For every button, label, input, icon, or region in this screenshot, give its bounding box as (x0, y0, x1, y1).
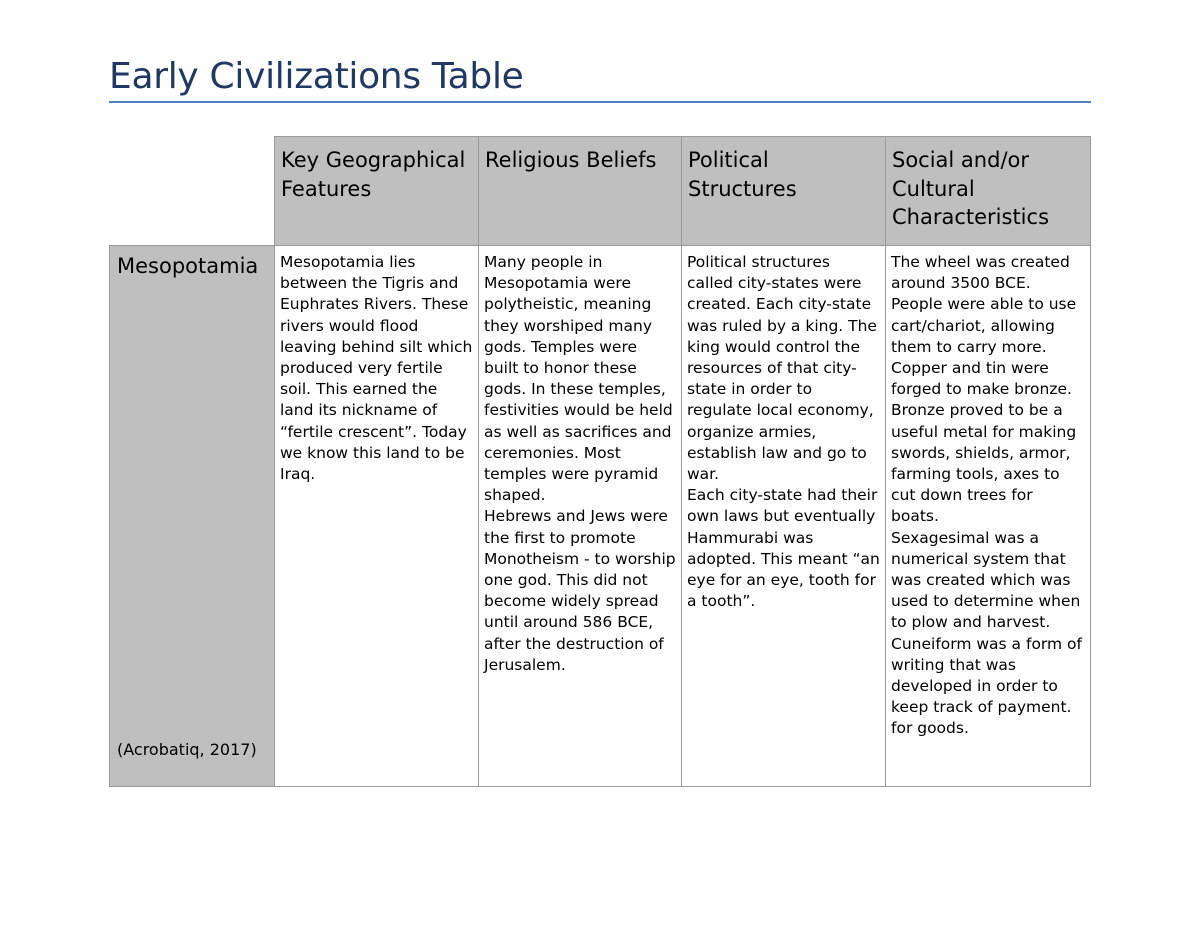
page-title: Early Civilizations Table (109, 56, 524, 97)
title-underline (109, 101, 1091, 103)
social-paragraph: Copper and tin were forged to make bronze. Bronze proved to be a useful metal for making swords, shields, armor, farming tools, axes to cut down trees for boats. (891, 359, 1077, 526)
politics-paragraph: Each city-state had their own laws but eventually Hammurabi was adopted. This meant “an eye for an eye, tooth for a tooth”. (687, 486, 880, 611)
column-header-politics: Political Structures (682, 137, 886, 246)
corner-cell (110, 137, 275, 246)
civilizations-table (109, 136, 1091, 787)
cell-religion (479, 246, 682, 787)
column-header-geography: Key Geographical Features (275, 137, 479, 246)
geography-text: Mesopotamia lies between the Tigris and Euphrates Rivers. These rivers would flood leaving behind silt which produced very fertile soil. This earned the land its nickname of “fertile crescent”. Today we know this land to be Iraq. (280, 253, 473, 484)
religion-paragraph: Many people in Mesopotamia were polytheistic, meaning they worshiped many gods. Temples were built to honor these gods. In these temples, festivities would be held as well as sacrifices and ceremonies. Most temples were pyramid shaped. (484, 253, 673, 505)
table-header-row (110, 137, 1091, 246)
social-paragraph: Sexagesimal was a numerical system that was created which was used to determine when to plow and harvest. (891, 528, 1081, 632)
politics-paragraph: Political structures called city-states were created. Each city-state was ruled by a king. The king would control the resources of that city-state in order to regulate local economy, organize armies, establish law and go to war. (687, 253, 877, 484)
religion-paragraph: Hebrews and Jews were the first to promote Monotheism - to worship one god. This did not become widely spread until around 586 BCE, after the destruction of Jerusalem. (484, 507, 676, 674)
social-paragraph: The wheel was created around 3500 BCE. People were able to use cart/chariot, allowing them to carry more. (891, 253, 1077, 356)
row-header-mesopotamia (110, 246, 275, 787)
civilization-name: Mesopotamia (117, 254, 259, 278)
column-header-social: Social and/or Cultural Characteristics (886, 137, 1091, 246)
column-header-religion: Religious Beliefs (479, 137, 682, 246)
cell-politics (682, 246, 886, 787)
table-row (110, 246, 1091, 787)
cell-social (886, 246, 1091, 787)
cell-geography (275, 246, 479, 787)
citation: (Acrobatiq, 2017) (117, 740, 257, 759)
social-paragraph: Cuneiform was a form of writing that was developed in order to keep track of payment. for goods. (891, 634, 1082, 738)
